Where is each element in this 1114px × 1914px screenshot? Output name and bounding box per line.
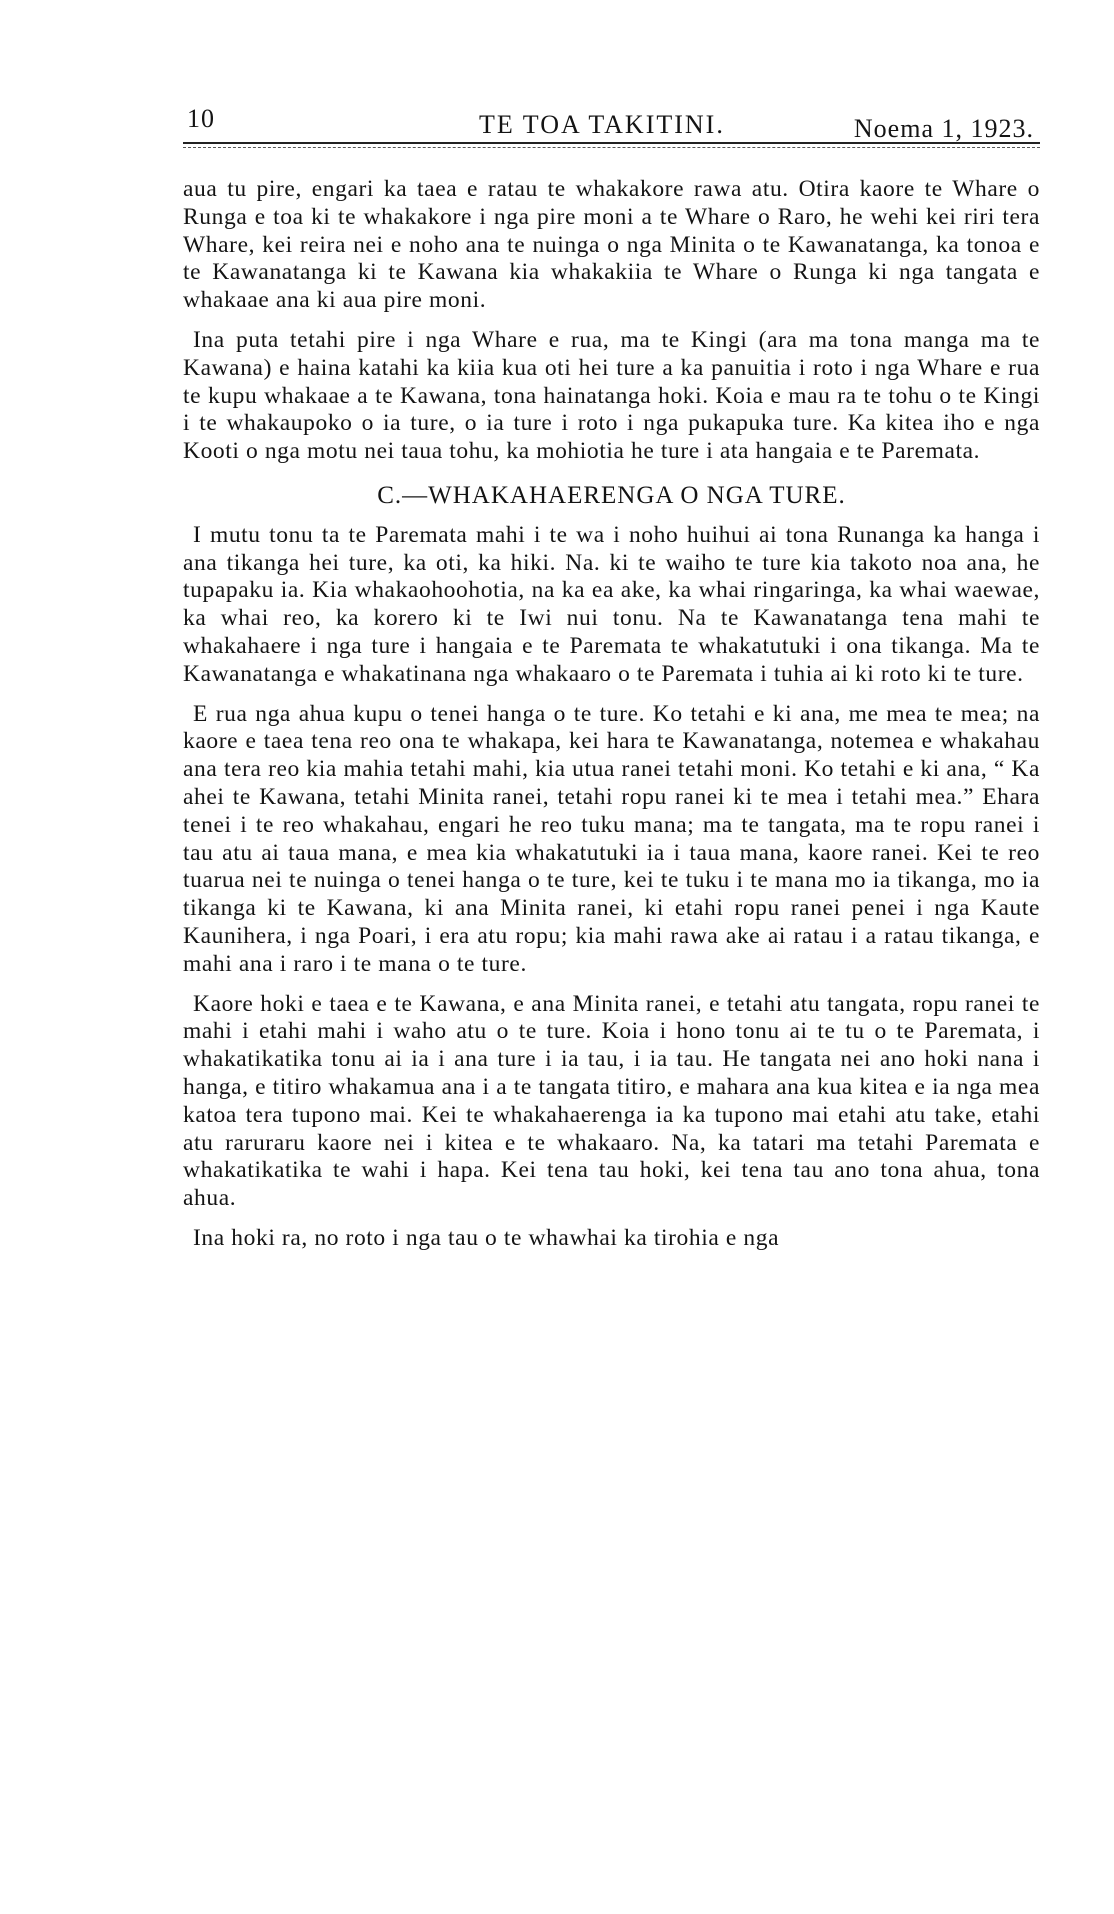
paragraph: I mutu tonu ta te Paremata mahi i te wa i noho huihui ai tona Runanga ka hanga i ana tikanga hei ture, ka oti, ka hiki. Na. ki te waiho te ture kia takoto noa ana, he tupapaku ia. Kia whakaohoohotia, na ka ea ake, ka whai ringaringa, ka whai waewae, ka whai reo, ka korero ki te Iwi nui tonu. Na te Kawanatanga tena mahi te whakahaere i nga ture i hangaia e te Paremata te whakatutuki i ona tikanga. Ma te Kawanatanga e whakatinana nga whakaaro o te Paremata i tuhia ai ki roto ki te ture. bbox=[183, 521, 1040, 687]
paragraph-continued: aua tu pire, engari ka taea e ratau te whakakore rawa atu. Otira kaore te Whare o Runga e toa ki te whakakore i nga pire moni a te Whare o Raro, he wehi kei riri tera Whare, kei reira nei e noho ana te nuinga o nga Minita o te Kawanatanga, ka tonoa e te Kawanatanga ki te Kawana kia whakakiia te Whare o Runga ki nga tangata e whakaae ana ki aua pire moni. bbox=[183, 176, 1040, 314]
issue-date: Noema 1, 1923. bbox=[853, 114, 1034, 143]
journal-title: TE TOA TAKITINI. bbox=[479, 110, 725, 139]
paragraph: Ina puta tetahi pire i nga Whare e rua, ma te Kingi (ara ma tona manga ma te Kawana) e haina katahi ka kiia kua oti hei ture a ka panuitia i roto i nga Whare e rua te kupu whakaae a te Kawana, tona hainatanga hoki. Koia e mau ra te tohu o te Kingi i te whakaupoko o ia ture, o ia ture i roto i nga pukapuka ture. Ka kitea iho e nga Kooti o nga motu nei taua tohu, ka mohiotia he ture i ata hangaia e te Paremata. bbox=[183, 326, 1040, 465]
article-body bbox=[183, 176, 1040, 1253]
document-page bbox=[183, 100, 1040, 1253]
section-heading: C.—WHAKAHAERENGA O NGA TURE. bbox=[377, 481, 846, 509]
page-number: 10 bbox=[187, 104, 215, 133]
paragraph: Ina hoki ra, no roto i nga tau o te whawhai ka tirohia e nga bbox=[193, 1224, 780, 1251]
header-rule-secondary bbox=[183, 147, 1040, 148]
paragraph: Kaore hoki e taea e te Kawana, e ana Minita ranei, e tetahi atu tangata, ropu ranei te mahi i etahi mahi i waho atu o te ture. Koia i hono tonu ai te tu o te Paremata, i whakatikatika tonu ai ia i ana ture i ia tau, i ia tau. He tangata nei ano hoki nana i hanga, e titiro whakamua ana i a te tangata titiro, e mahara ana kua kitea e ia nga mea katoa tera tupono mai. Kei te whakahaerenga ia ka tupono mai etahi atu take, etahi atu raruraru kaore nei i kitea e te whakaaro. Na, ka tatari ma tetahi Paremata e whakatikatika te wahi i hapa. Kei tena tau hoki, kei tena tau ano tona ahua, tona ahua. bbox=[183, 990, 1040, 1212]
paragraph: E rua nga ahua kupu o tenei hanga o te ture. Ko tetahi e ki ana, me mea te mea; na kaore e taea tena reo ona te whakapa, kei hara te Kawanatanga, notemea e whakahau ana tera reo kia mahia tetahi mahi, kia utua ranei tetahi moni. Ko tetahi e ki ana, “ Ka ahei te Kawana, tetahi Minita ranei, tetahi ropu ranei ki te mea i tetahi mea.” Ehara tenei i te reo whakahau, engari he reo tuku mana; ma te tangata, ma te ropu ranei i tau atu ai taua mana, e mea kia whakatutuki ia i taua mana, kaore ranei. Kei te reo tuarua nei te nuinga o tenei hanga o te ture, kei te tuku i te mana mo ia tikanga, mo ia tikanga ki te Kawana, ki ana Minita ranei, ki etahi ropu ranei penei i nga Kaute Kaunihera, i nga Poari, i era atu ropu; kia mahi rawa ake ai ratau i a ratau tikanga, e mahi ana i raro i te mana o te ture. bbox=[183, 700, 1040, 977]
running-header bbox=[183, 100, 1040, 143]
